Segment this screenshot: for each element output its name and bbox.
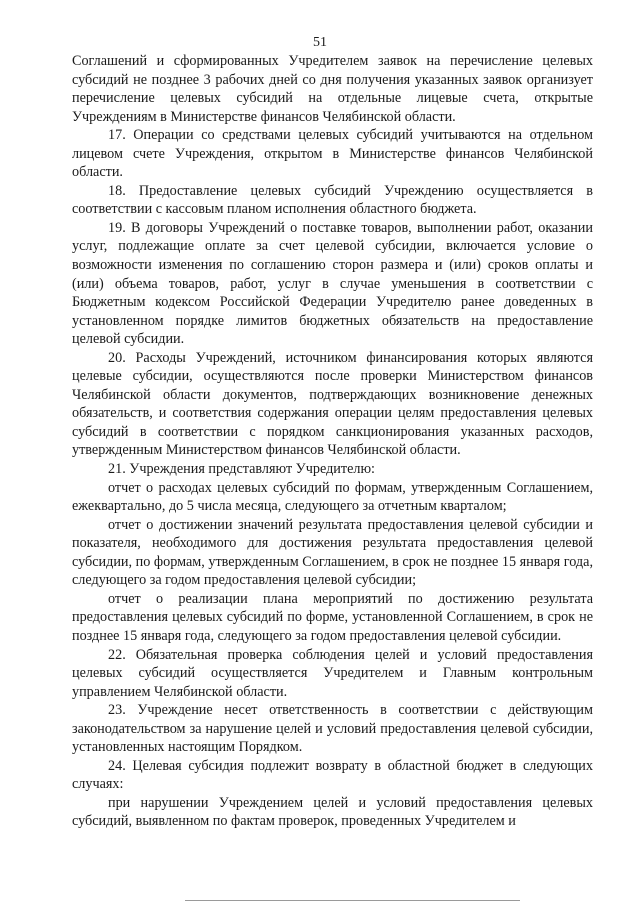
- report-item-expenses: отчет о расходах целевых субсидий по формам, утвержденным Соглашением, ежеквартально, до 5 числа месяца, следующего за отчетным кварталом;: [72, 479, 593, 515]
- page-number: 51: [313, 35, 327, 50]
- scan-edge-line: [185, 900, 520, 901]
- paragraph-22: 22. Обязательная проверка соблюдения целей и условий предоставления целевых субсидий осуществляется Учредителем и Главным контрольным управлением Челябинской области.: [72, 646, 593, 700]
- paragraph-21: 21. Учреждения представляют Учредителю:: [108, 461, 375, 478]
- report-item-results: отчет о достижении значений результата предоставления целевой субсидии и показателя, необходимого для достижения результата предоставления целевой субсидии, по формам, утвержденным Соглашением, в срок не позднее 15 января года, следующего за годом предоставления целевой субсидии;: [72, 516, 593, 589]
- paragraph-19: 19. В договоры Учреждений о поставке товаров, выполнении работ, оказании услуг, подлежащие оплате за счет целевой субсидии, включается условие о возможности изменения по соглашению сторон размера и (или) сроков оплаты и (или) объема товаров, работ, услуг в случае уменьшения в соответствии с Бюджетным кодексом Российской Федерации Учредителю ранее доведенных в установленном порядке лимитов бюджетных обязательств на предоставление целевой субсидии.: [72, 219, 593, 348]
- refund-case-item: при нарушении Учреждением целей и условий предоставления целевых субсидий, выявленном по фактам проверок, проведенных Учредителем и: [72, 794, 593, 830]
- document-body: [72, 52, 593, 831]
- report-item-action-plan: отчет о реализации плана мероприятий по достижению результата предоставления целевых субсидий по форме, установленной Соглашением, в срок не позднее 15 января года, следующего за годом предоставления целевой субсидии.: [72, 590, 593, 644]
- paragraph-20: 20. Расходы Учреждений, источником финансирования которых являются целевые субсидии, осуществляются после проверки Министерством финансов Челябинской области документов, подтверждающих возникновение денежных обязательств, и соответствия содержания операции целям предоставления целевых субсидий в соответствии с порядком санкционирования указанных расходов, утвержденным Министерством финансов Челябинской области.: [72, 349, 593, 459]
- paragraph-24: 24. Целевая субсидия подлежит возврату в областной бюджет в следующих случаях:: [72, 757, 593, 793]
- paragraph-17: 17. Операции со средствами целевых субсидий учитываются на отдельном лицевом счете Учреждения, открытом в Министерстве финансов Челябинской области.: [72, 127, 593, 181]
- paragraph-18: 18. Предоставление целевых субсидий Учреждению осуществляется в соответствии с кассовым планом исполнения областного бюджета.: [72, 182, 593, 218]
- paragraph-continuation: Соглашений и сформированных Учредителем заявок на перечисление целевых субсидий не позднее 3 рабочих дней со дня получения указанных заявок организует перечисление целевых субсидий на отдельные лицевые счета, открытые Учреждениям в Министерстве финансов Челябинской области.: [72, 53, 593, 125]
- paragraph-23: 23. Учреждение несет ответственность в соответствии с действующим законодательством за нарушение целей и условий предоставления целевой субсидии, установленных настоящим Порядком.: [72, 702, 593, 756]
